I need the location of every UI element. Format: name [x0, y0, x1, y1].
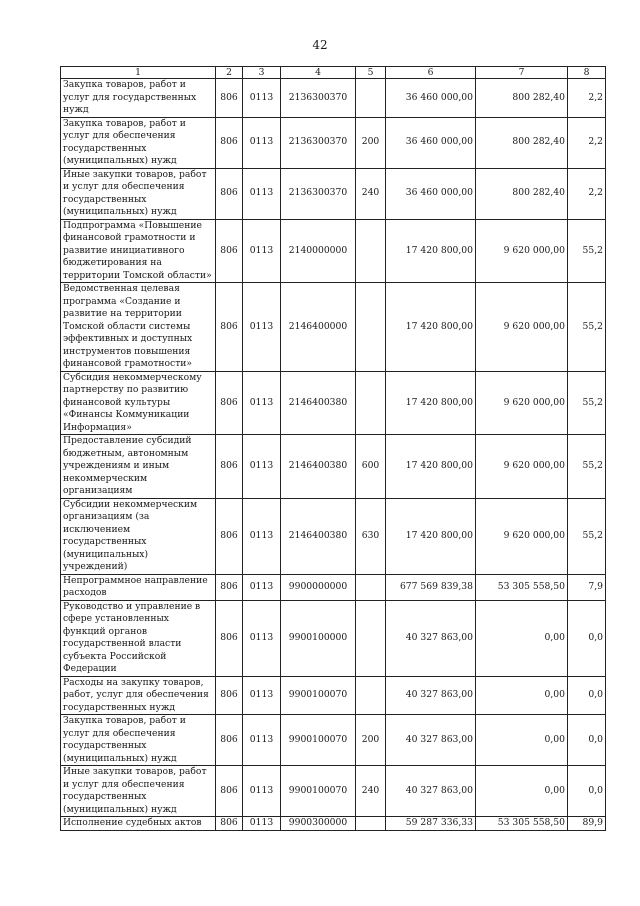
cell-plan: 40 327 863,00 [386, 676, 476, 715]
budget-table [60, 66, 606, 831]
cell-code: 806 [216, 371, 243, 435]
cell-code: 806 [216, 117, 243, 168]
cell-target: 2136300370 [281, 79, 356, 118]
table-row [61, 574, 606, 600]
cell-target: 9900300000 [281, 817, 356, 831]
table-row [61, 600, 606, 676]
cell-expense-type: 630 [356, 498, 386, 574]
table-row [61, 168, 606, 219]
cell-section: 0113 [243, 117, 281, 168]
cell-actual: 9 620 000,00 [476, 371, 568, 435]
cell-plan: 36 460 000,00 [386, 168, 476, 219]
table-row [61, 371, 606, 435]
cell-section: 0113 [243, 435, 281, 499]
table-row [61, 219, 606, 283]
cell-target: 9900100070 [281, 715, 356, 766]
cell-actual: 9 620 000,00 [476, 283, 568, 372]
cell-section: 0113 [243, 219, 281, 283]
cell-target: 9900100070 [281, 676, 356, 715]
table-row [61, 766, 606, 817]
cell-target: 2146400000 [281, 283, 356, 372]
row-name: Иные закупки товаров, работ и услуг для обеспечения государственных (муниципальных) нужд [61, 766, 216, 817]
cell-section: 0113 [243, 574, 281, 600]
row-name: Иные закупки товаров, работ и услуг для обеспечения государственных (муниципальных) нужд [61, 168, 216, 219]
column-header: 1 [61, 67, 216, 79]
cell-expense-type: 240 [356, 168, 386, 219]
table-row [61, 498, 606, 574]
cell-plan: 40 327 863,00 [386, 600, 476, 676]
cell-code: 806 [216, 168, 243, 219]
row-name: Ведомственная целевая программа «Создание и развитие на территории Томской области системы эффективных и доступных инструментов повышения финансовой грамотности» [61, 283, 216, 372]
cell-section: 0113 [243, 283, 281, 372]
cell-section: 0113 [243, 371, 281, 435]
cell-expense-type [356, 817, 386, 831]
cell-section: 0113 [243, 600, 281, 676]
cell-actual: 9 620 000,00 [476, 219, 568, 283]
cell-target: 2136300370 [281, 117, 356, 168]
cell-percent: 0,0 [568, 766, 606, 817]
table-header-row [61, 67, 606, 79]
cell-plan: 677 569 839,38 [386, 574, 476, 600]
row-name: Субсидия некоммерческому партнерству по развитию финансовой культуры «Финансы Коммуникации Информация» [61, 371, 216, 435]
table-row [61, 817, 606, 831]
cell-target: 2140000000 [281, 219, 356, 283]
table-row [61, 715, 606, 766]
cell-percent: 55,2 [568, 283, 606, 372]
cell-actual: 0,00 [476, 676, 568, 715]
cell-code: 806 [216, 435, 243, 499]
cell-expense-type [356, 219, 386, 283]
cell-percent: 55,2 [568, 371, 606, 435]
cell-actual: 53 305 558,50 [476, 574, 568, 600]
cell-expense-type [356, 676, 386, 715]
column-header: 2 [216, 67, 243, 79]
row-name: Закупка товаров, работ и услуг для обеспечения государственных (муниципальных) нужд [61, 117, 216, 168]
cell-plan: 17 420 800,00 [386, 371, 476, 435]
cell-plan: 17 420 800,00 [386, 498, 476, 574]
cell-code: 806 [216, 600, 243, 676]
cell-target: 9900100070 [281, 766, 356, 817]
cell-code: 806 [216, 715, 243, 766]
cell-percent: 55,2 [568, 498, 606, 574]
cell-expense-type: 600 [356, 435, 386, 499]
row-name: Закупка товаров, работ и услуг для государственных нужд [61, 79, 216, 118]
cell-target: 2146400380 [281, 371, 356, 435]
cell-code: 806 [216, 219, 243, 283]
cell-plan: 59 287 336,33 [386, 817, 476, 831]
column-header: 5 [356, 67, 386, 79]
cell-actual: 0,00 [476, 766, 568, 817]
cell-percent: 2,2 [568, 79, 606, 118]
cell-actual: 0,00 [476, 600, 568, 676]
cell-expense-type [356, 79, 386, 118]
table-row [61, 676, 606, 715]
cell-actual: 800 282,40 [476, 79, 568, 118]
cell-percent: 2,2 [568, 117, 606, 168]
cell-actual: 53 305 558,50 [476, 817, 568, 831]
page-number: 42 [312, 38, 328, 52]
column-header: 8 [568, 67, 606, 79]
row-name: Руководство и управление в сфере установленных функций органов государственной власти субъекта Российской Федерации [61, 600, 216, 676]
cell-percent: 55,2 [568, 219, 606, 283]
cell-code: 806 [216, 817, 243, 831]
row-name: Закупка товаров, работ и услуг для обеспечения государственных (муниципальных) нужд [61, 715, 216, 766]
cell-percent: 0,0 [568, 676, 606, 715]
cell-plan: 36 460 000,00 [386, 79, 476, 118]
column-header: 3 [243, 67, 281, 79]
cell-expense-type [356, 371, 386, 435]
cell-percent: 55,2 [568, 435, 606, 499]
cell-code: 806 [216, 766, 243, 817]
cell-code: 806 [216, 79, 243, 118]
cell-actual: 9 620 000,00 [476, 435, 568, 499]
cell-expense-type: 240 [356, 766, 386, 817]
cell-actual: 800 282,40 [476, 168, 568, 219]
table-row [61, 79, 606, 118]
row-name: Подпрограмма «Повышение финансовой грамотности и развитие инициативного бюджетирования на территории Томской области» [61, 219, 216, 283]
row-name: Расходы на закупку товаров, работ, услуг для обеспечения государственных нужд [61, 676, 216, 715]
cell-actual: 0,00 [476, 715, 568, 766]
cell-code: 806 [216, 498, 243, 574]
cell-section: 0113 [243, 715, 281, 766]
cell-plan: 17 420 800,00 [386, 283, 476, 372]
cell-target: 9900100000 [281, 600, 356, 676]
cell-section: 0113 [243, 168, 281, 219]
cell-section: 0113 [243, 676, 281, 715]
cell-percent: 2,2 [568, 168, 606, 219]
cell-expense-type: 200 [356, 715, 386, 766]
cell-expense-type: 200 [356, 117, 386, 168]
cell-section: 0113 [243, 79, 281, 118]
table-row [61, 283, 606, 372]
cell-percent: 7,9 [568, 574, 606, 600]
row-name: Исполнение судебных актов [61, 817, 216, 831]
cell-plan: 40 327 863,00 [386, 715, 476, 766]
cell-expense-type [356, 574, 386, 600]
cell-actual: 9 620 000,00 [476, 498, 568, 574]
cell-percent: 89,9 [568, 817, 606, 831]
cell-target: 2136300370 [281, 168, 356, 219]
cell-section: 0113 [243, 817, 281, 831]
cell-section: 0113 [243, 498, 281, 574]
cell-actual: 800 282,40 [476, 117, 568, 168]
cell-plan: 17 420 800,00 [386, 435, 476, 499]
cell-code: 806 [216, 283, 243, 372]
table-row [61, 117, 606, 168]
row-name: Предоставление субсидий бюджетным, автономным учреждениям и иным некоммерческим организациям [61, 435, 216, 499]
cell-expense-type [356, 283, 386, 372]
table-row [61, 435, 606, 499]
cell-target: 2146400380 [281, 498, 356, 574]
cell-plan: 36 460 000,00 [386, 117, 476, 168]
row-name: Непрограммное направление расходов [61, 574, 216, 600]
row-name: Субсидии некоммерческим организациям (за исключением государственных (муниципальных) учреждений) [61, 498, 216, 574]
cell-code: 806 [216, 676, 243, 715]
cell-code: 806 [216, 574, 243, 600]
column-header: 4 [281, 67, 356, 79]
column-header: 6 [386, 67, 476, 79]
cell-percent: 0,0 [568, 600, 606, 676]
cell-percent: 0,0 [568, 715, 606, 766]
column-header: 7 [476, 67, 568, 79]
cell-target: 9900000000 [281, 574, 356, 600]
cell-section: 0113 [243, 766, 281, 817]
cell-target: 2146400380 [281, 435, 356, 499]
cell-plan: 40 327 863,00 [386, 766, 476, 817]
cell-plan: 17 420 800,00 [386, 219, 476, 283]
cell-expense-type [356, 600, 386, 676]
